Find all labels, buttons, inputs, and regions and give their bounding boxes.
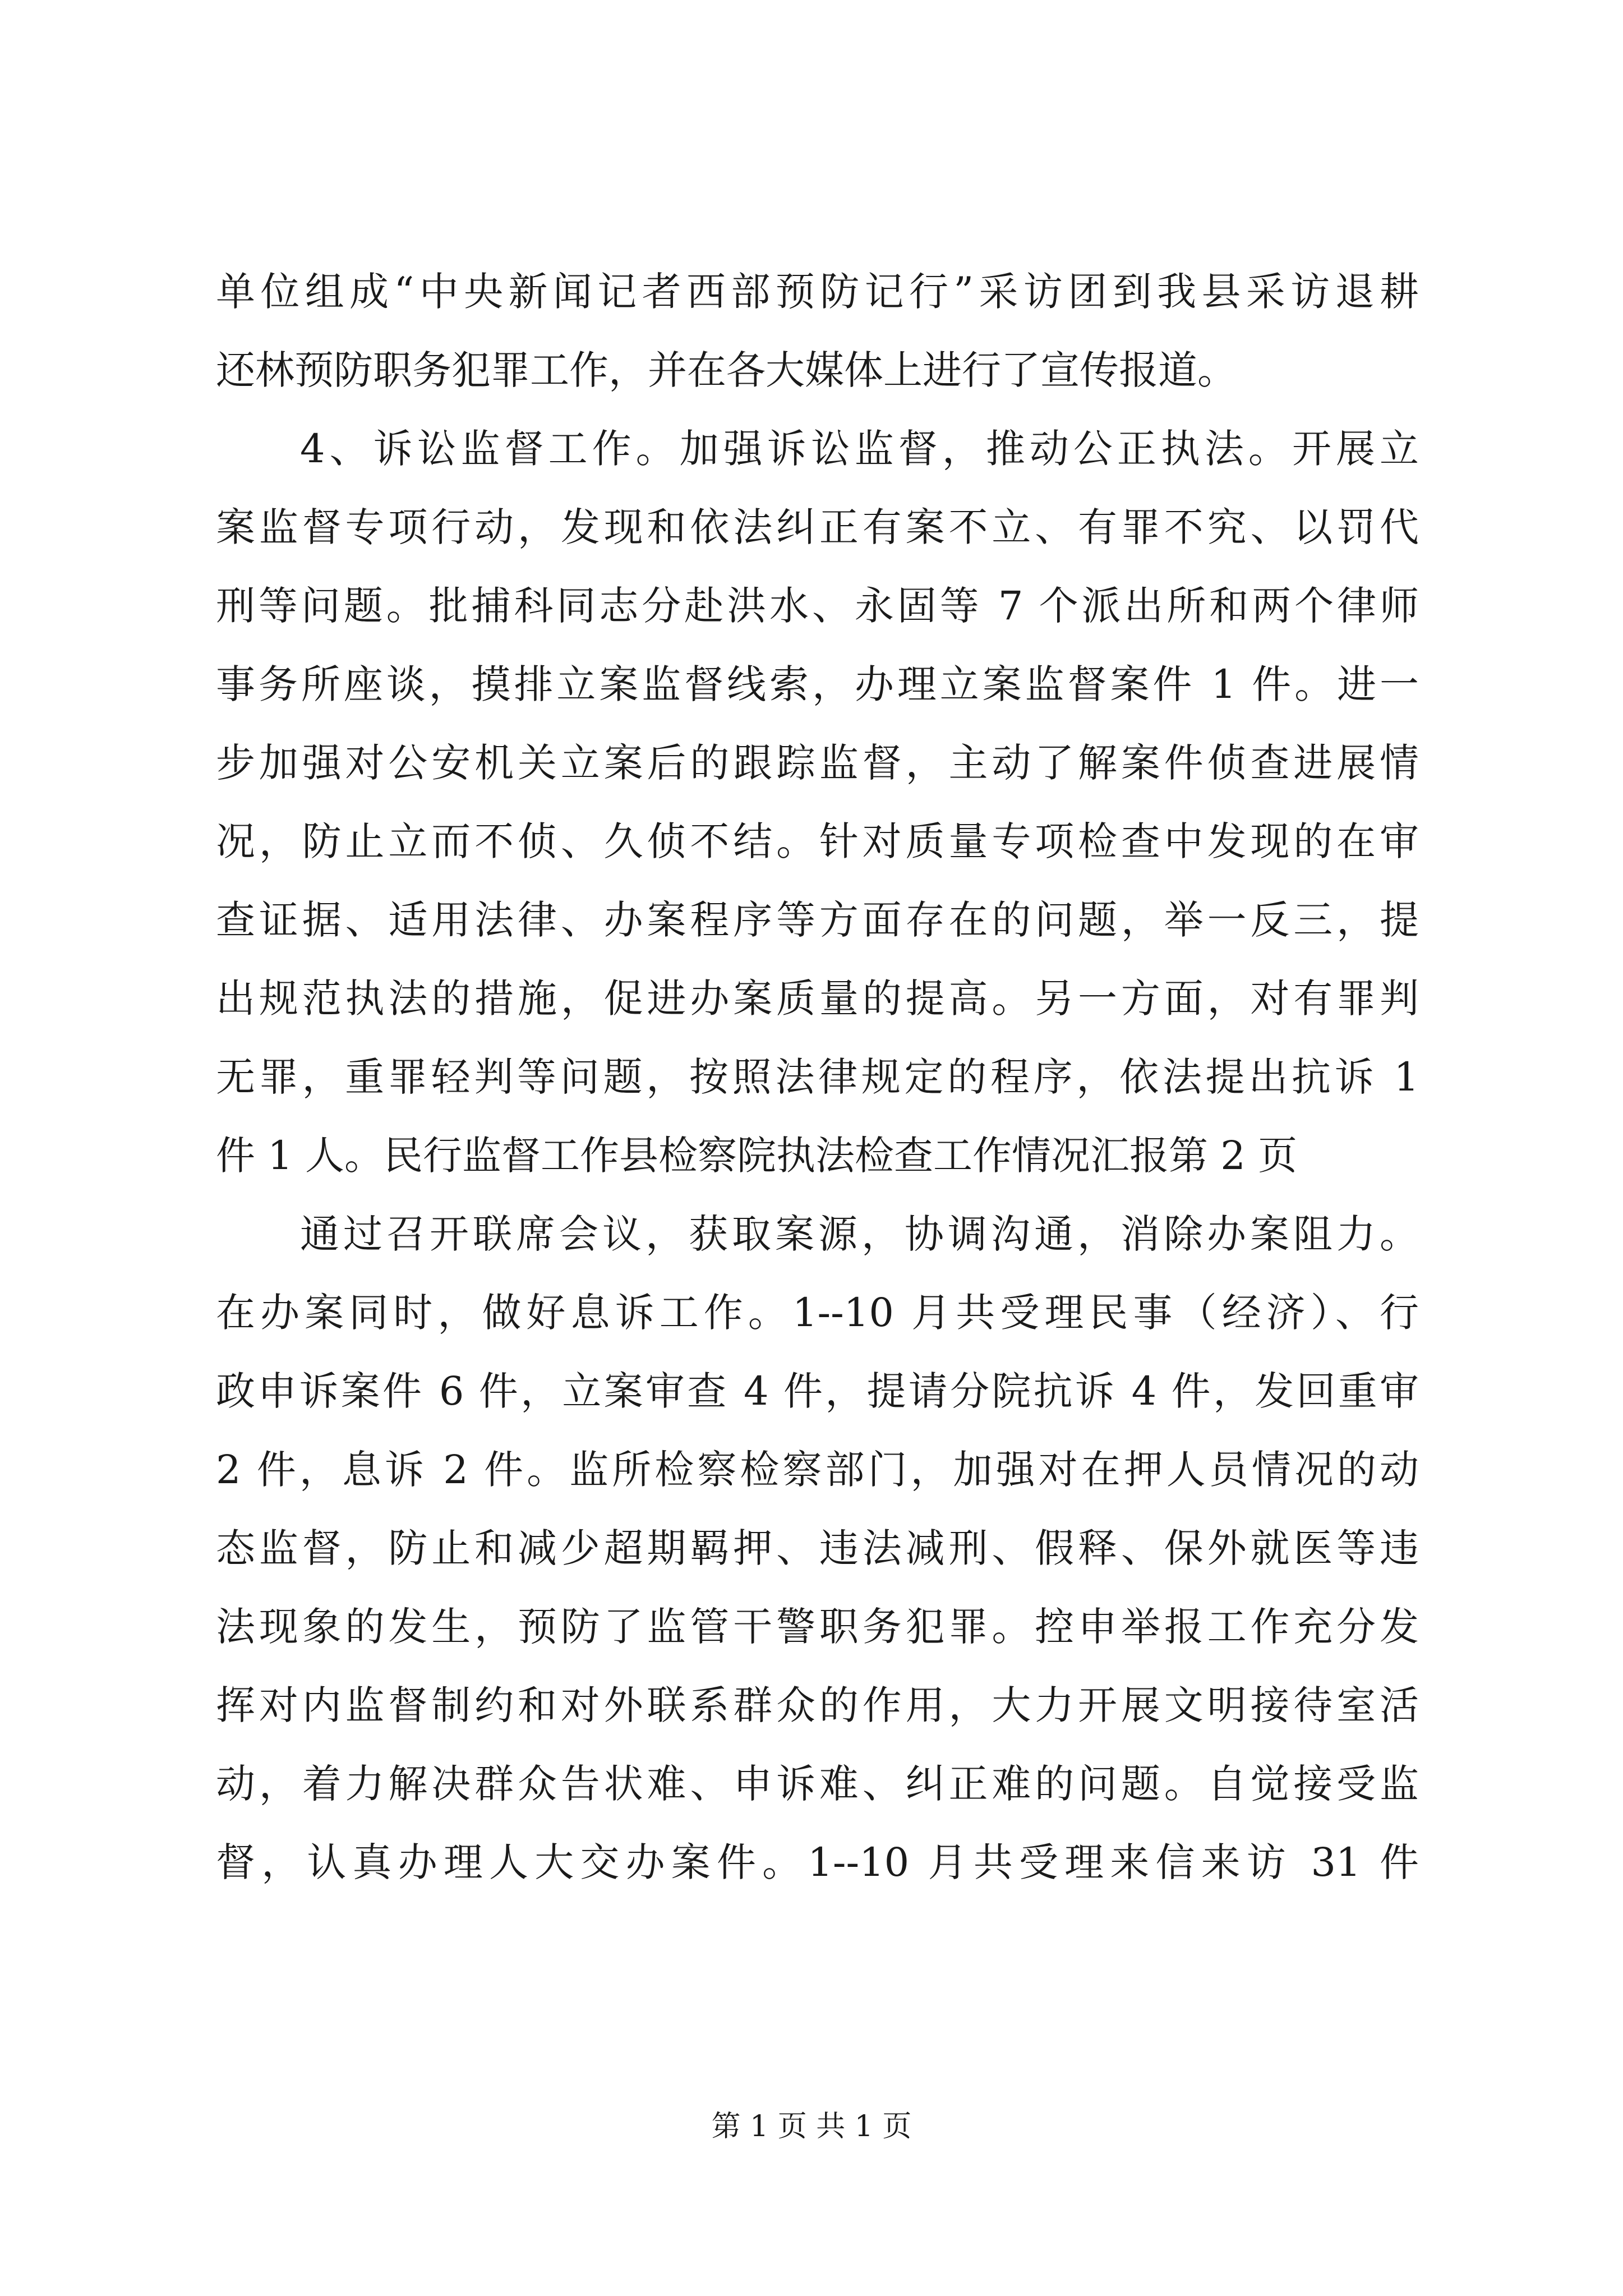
text-line: 还林预防职务犯罪工作，并在各大媒体上进行了宣传报道。 <box>216 347 1237 393</box>
text-line: 案监督专项行动，发现和依法纠正有案不立、有罪不究、以罚代 <box>216 504 1419 550</box>
text-line: 件 1 人。民行监督工作县检察院执法检查工作情况汇报第 2 页 <box>216 1133 1298 1179</box>
text-line: 在办案同时，做好息诉工作。1--10 月共受理民事（经济）、行 <box>216 1290 1419 1336</box>
text-line: 挥对内监督制约和对外联系群众的作用，大力开展文明接待室活 <box>216 1682 1419 1728</box>
text-line: 动，着力解决群众告状难、申诉难、纠正难的问题。自觉接受监 <box>216 1761 1419 1807</box>
text-line: 出规范执法的措施，促进办案质量的提高。另一方面，对有罪判 <box>216 976 1419 1022</box>
paragraph-start-line: 4、诉讼监督工作。加强诉讼监督，推动公正执法。开展立 <box>300 426 1419 472</box>
page-number-footer: 第 1 页 共 1 页 <box>711 2110 912 2143</box>
text-line: 2 件，息诉 2 件。监所检察检察部门，加强对在押人员情况的动 <box>216 1447 1419 1493</box>
text-line: 政申诉案件 6 件，立案审查 4 件，提请分院抗诉 4 件，发回重审 <box>216 1368 1419 1414</box>
text-line: 刑等问题。批捕科同志分赴洪水、永固等 7 个派出所和两个律师 <box>216 583 1419 629</box>
text-line: 督，认真办理人大交办案件。1--10 月共受理来信来访 31 件 <box>216 1839 1419 1885</box>
paragraph-start-line: 通过召开联席会议，获取案源，协调沟通，消除办案阻力。 <box>300 1211 1419 1257</box>
text-line: 况，防止立而不侦、久侦不结。针对质量专项检查中发现的在审 <box>216 818 1419 864</box>
text-line: 单位组成“中央新闻记者西部预防记行”采访团到我县采访退耕 <box>216 269 1419 315</box>
text-line: 法现象的发生，预防了监管干警职务犯罪。控申举报工作充分发 <box>216 1604 1419 1650</box>
text-line: 事务所座谈，摸排立案监督线索，办理立案监督案件 1 件。进一 <box>216 661 1419 707</box>
text-line: 查证据、适用法律、办案程序等方面存在的问题，举一反三，提 <box>216 897 1419 943</box>
text-line: 无罪，重罪轻判等问题，按照法律规定的程序，依法提出抗诉 1 <box>216 1054 1419 1100</box>
text-line: 态监督，防止和减少超期羁押、违法减刑、假释、保外就医等违 <box>216 1525 1419 1571</box>
text-line: 步加强对公安机关立案后的跟踪监督，主动了解案件侦查进展情 <box>216 740 1419 786</box>
